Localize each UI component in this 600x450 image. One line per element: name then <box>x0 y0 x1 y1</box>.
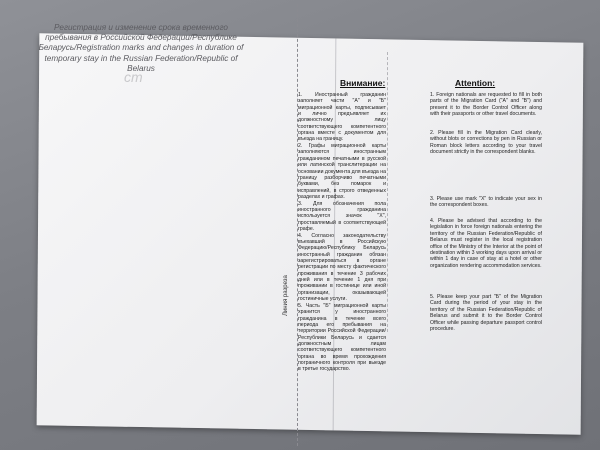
english-heading: Attention: <box>455 78 496 88</box>
english-item-2: 2. Please fill in the Migration Card clearly, without blots or corrections by pen in Russian or Roman block letters according to your travel document strictly in the correspondent blanks. <box>430 130 542 156</box>
registration-header: Регистрация и изменение срока временного пребывания в Российской Федерации/Республике Беларусь/Registration marks and changes in duration of temporary stay in the Russian Federation/Republic of Belarus <box>38 23 244 73</box>
russian-item-1: 1. Иностранный гражданин заполняет части "А" и "Б" миграционной карты, подписывает и лично предъявляет их должностному лицу соответствующего компетентного органа вместе с документом для въезда на границу. <box>298 92 386 143</box>
russian-instructions <box>298 92 386 373</box>
russian-heading: Внимание: <box>340 78 386 88</box>
russian-item-2: 2. Графы миграционной карты заполняются иностранным гражданином печатными в русской или латинской транслитерации на основании документа для въезда на границу разборчиво печатными буквами, без помарок и исправлений, в строго отведенных разделах и графах. <box>298 143 386 200</box>
english-item-1: 1. Foreign nationals are requested to fill in both parts of the Migration Card ("A" and "B") and present it to the Border Control Officer along with their passports or other travel documents. <box>430 92 542 118</box>
column-divider <box>387 52 388 332</box>
english-item-5: 5. Please keep your part "Б" of the Migration Card during the period of your stay in the territory of the Russian Federation/Republic of Belarus and submit it to the Border Control Officer while passing departure passport control procedure. <box>430 294 542 333</box>
russian-item-5: 5. Часть "Б" миграционной карты хранится у иностранного гражданина в течение всего периода его пребывания на территории Российской Федерации/Республики Беларусь и сдается должностным лицам соответствующего компетентного органа во время прохождения пограничного контроля при выезде в третье государство. <box>298 302 386 373</box>
english-item-4: 4. Please be advised that according to the legislation in force foreign nationals entering the territory of the Russian Federation/Republic of Belarus must register in the local registration office of the Ministry of the Interior at the point of destination within 3 working days upon arrival or within 1 day in case of stay at a hotel or other organization rendering accommodation services. <box>430 218 542 269</box>
english-item-3: 3. Please use mark "X" to indicate your sex in the correspondent boxes. <box>430 196 542 209</box>
faint-stamp-mark: ст <box>124 69 143 85</box>
russian-item-4: 4. Согласно законодательству въехавший в Российскую Федерацию/Республику Беларусь иностранный гражданин обязан зарегистрироваться в органе регистрации по месту фактического проживания в течение 3 рабочих дней или в течение 1 дня при проживании в гостинице или иной организации, оказывающей гостиничные услуги. <box>298 232 386 303</box>
russian-item-3: 3. Для обозначения пола иностранного гражданина используется значок "X", проставляемый в соответствующей графе. <box>298 200 386 232</box>
cut-line-label: Линия разреза <box>283 275 289 316</box>
